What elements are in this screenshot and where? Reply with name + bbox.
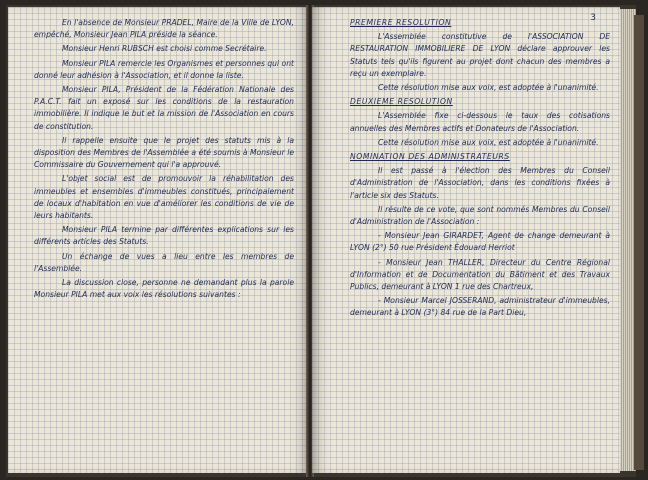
section-heading: PREMIERE RESOLUTION xyxy=(350,18,452,27)
paragraph: - Monsieur Jean GIRARDET, Agent de change demeurant à LYON (2°) 50 rue Président Édouard Herriot xyxy=(350,231,610,253)
paragraph: Monsieur PILA termine par différentes explications sur les différents articles des Statuts. xyxy=(34,225,294,247)
paragraph: L'Assemblée constitutive de l'ASSOCIATION DE RESTAURATION IMMOBILIERE DE LYON déclare approuver les Statuts tels qu'ils figurent au projet dont chacun des membres a reçu un exemplaire. xyxy=(350,32,610,78)
paragraph: En l'absence de Monsieur PRADEL, Maire de la Ville de LYON, empêché, Monsieur Jean PILA préside la séance. xyxy=(34,18,294,40)
page-number: 3 xyxy=(590,13,596,23)
paragraph: Monsieur PILA remercie les Organismes et personnes qui ont donné leur adhésion à l'Association, et il donne la liste. xyxy=(34,58,294,80)
book-cover-edge xyxy=(634,15,644,470)
paragraph: Un échange de vues a lieu entre les membres de l'Assemblée. xyxy=(34,251,294,273)
open-register-book xyxy=(6,5,636,477)
paragraph: Monsieur Henri RUBSCH est choisi comme Secrétaire. xyxy=(62,44,267,54)
section-heading: NOMINATION DES ADMINISTRATEURS xyxy=(350,152,510,162)
paragraph: Il rappelle ensuite que le projet des statuts mis à la disposition des Membres de l'Assemblée a été soumis à Monsieur le Commissaire du Gouvernement qui l'a approuvé. xyxy=(34,135,294,170)
paragraph: Cette résolution mise aux voix, est adoptée à l'unanimité. xyxy=(378,83,599,93)
paragraph: L'objet social est de promouvoir la réhabilitation des immeubles et ensembles d'immeubles constitués, principalement de locaux d'habitation en vue d'améliorer les conditions de vie de leurs habitants. xyxy=(34,174,294,221)
paragraph: Il est passé à l'élection des Membres du Conseil d'Administration de l'Association, dans les conditions fixées à l'article six des Statuts. xyxy=(350,166,610,200)
paragraph: Monsieur PILA, Président de la Fédération Nationale des P.A.C.T. fait un exposé sur les conditions de la restauration immobilière. Il indique le but et la mission de l'Association en cours de constitution. xyxy=(34,85,294,131)
right-page xyxy=(312,7,620,473)
paragraph: Il résulte de ce vote, que sont nommés Membres du Conseil d'Administration de l'Association : xyxy=(350,204,610,227)
paragraph: - Monsieur Jean THALLER, Directeur du Centre Régional d'Information et de Documentation du Bâtiment et des Travaux Publics, demeurant à LYON 1 rue des Chartreux, xyxy=(350,257,610,292)
paragraph: - Monsieur Marcel JOSSERAND, administrateur d'immeubles, demeurant à LYON (3°) 84 rue de la Part Dieu, xyxy=(350,296,610,318)
paragraph: L'Assemblée fixe ci-dessous le taux des cotisations annuelles des Membres actifs et Donateurs de l'Association. xyxy=(350,111,610,133)
left-page-text xyxy=(8,17,308,473)
paragraph: Cette résolution mise aux voix, est adoptée à l'unanimité. xyxy=(378,137,599,147)
paragraph: La discussion close, personne ne demandant plus la parole Monsieur PILA met aux voix les résolutions suivantes : xyxy=(34,278,294,300)
left-page xyxy=(8,7,308,473)
section-heading: DEUXIEME RESOLUTION xyxy=(350,97,453,107)
right-page-text xyxy=(312,17,620,473)
